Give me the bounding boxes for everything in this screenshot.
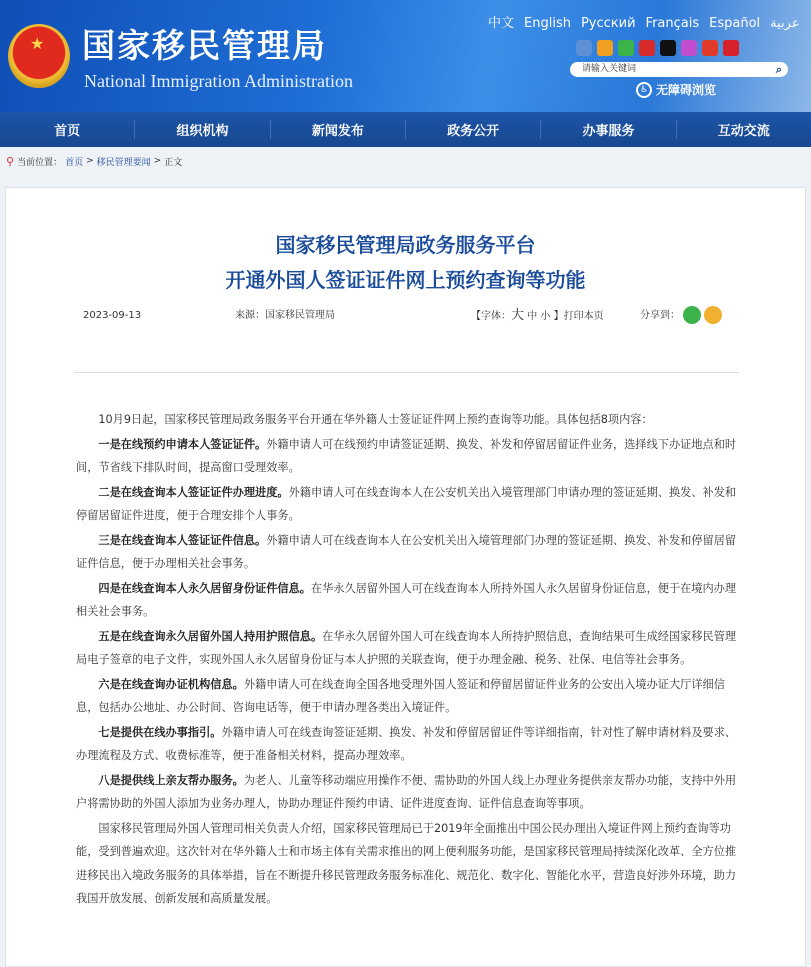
breadcrumb <box>0 147 811 175</box>
article-title <box>6 228 805 298</box>
font-size-label: 【字体： <box>471 311 511 322</box>
lang-zh[interactable]: 中文 <box>488 16 515 31</box>
nav-services[interactable]: 办事服务 <box>541 120 676 139</box>
xuexi-icon[interactable] <box>723 40 739 56</box>
breadcrumb-label: 当前位置： <box>17 157 63 168</box>
paragraph-text: 外籍申请人可在线查询本人在公安机关出入境管理部门办理的签证延期、换发、补发和停留居留证件信息，便于办理相关社会事务。 <box>76 533 737 570</box>
article-paragraph <box>76 577 740 624</box>
paragraph-text: 外籍申请人可在线查询签证延期、换发、补发和停留居留证件等详细指南，针对性了解申请材料及要求、办理流程及方式、收费标准等，便于准备相关材料，提高办理效率。 <box>76 725 737 762</box>
paragraph-text: 在华永久居留外国人可在线查询本人所持护照信息，查询结果可生成经国家移民管理局电子签章的电子文件，实现外国人永久居留身份证与本人护照的关联查询，便于办理金融、税务、社保、电信等社会事务。 <box>76 629 737 666</box>
site-logo-cn[interactable]: 国家移民管理局 <box>82 26 327 65</box>
breadcrumb-home[interactable]: 首页 <box>65 157 84 168</box>
paragraph-text: 外籍申请人可在线查询本人在公安机关出入境管理部门申请办理的签证延期、换发、补发和停留居留证件进度，便于合理安排个人事务。 <box>76 485 737 522</box>
paragraph-lead: 四是在线查询本人永久居留身份证件信息。 <box>98 581 311 595</box>
social-icons <box>576 40 739 56</box>
lang-en[interactable]: English <box>524 16 571 31</box>
language-switcher <box>488 16 800 32</box>
article-paragraph <box>76 625 740 672</box>
paragraph-lead: 六是在线查询办证机构信息。 <box>98 677 244 691</box>
national-emblem-logo: ★ <box>8 24 70 88</box>
font-size-controls <box>471 307 604 326</box>
douyin-icon[interactable] <box>660 40 676 56</box>
accessibility-label: 无障碍浏览 <box>656 83 717 97</box>
paragraph-lead: 二是在线查询本人签证证件办理进度。 <box>98 485 289 499</box>
paragraph-text: 外籍申请人可在线查询全国各地受理外国人签证和停留居留证件业务的公安出入境办证大厅详细信息，包括办公地址、办公时间、咨询电话等，便于申请办理各类出入境证件。 <box>76 677 725 714</box>
font-size-close: 】 <box>553 311 564 322</box>
article-body <box>76 408 740 912</box>
paragraph-lead: 五是在线查询永久居留外国人持用护照信息。 <box>98 629 323 643</box>
paragraph-lead: 七是提供在线办事指引。 <box>98 725 222 739</box>
article-source: 来源：国家移民管理局 <box>235 310 335 321</box>
paragraph-text: 10月9日起，国家移民管理局政务服务平台开通在华外籍人士签证证件网上预约查询等功能。具体包括8项内容： <box>98 413 653 426</box>
weibo-icon[interactable] <box>597 40 613 56</box>
kuaishou-icon[interactable] <box>681 40 697 56</box>
site-logo-en: National Immigration Administration <box>84 71 353 91</box>
font-large-button[interactable]: 大 <box>511 308 525 323</box>
font-small-button[interactable]: 小 <box>540 311 551 322</box>
font-medium-button[interactable]: 中 <box>527 311 538 322</box>
article-date: 2023-09-13 <box>83 310 142 321</box>
app-icon[interactable] <box>576 40 592 56</box>
renmin-icon[interactable] <box>702 40 718 56</box>
article-paragraph <box>76 408 740 432</box>
main-nav <box>0 112 811 147</box>
breadcrumb-sep: > <box>86 156 94 166</box>
article-paragraph <box>76 817 740 911</box>
accessibility-button[interactable] <box>636 82 716 98</box>
paragraph-lead: 八是提供线上亲友帮办服务。 <box>98 773 244 787</box>
lang-ru[interactable]: Русский <box>580 16 636 31</box>
article-paragraph <box>76 769 740 816</box>
print-button[interactable]: 打印本页 <box>563 311 604 322</box>
share-group <box>640 306 722 325</box>
breadcrumb-news[interactable]: 移民管理要闻 <box>96 157 151 168</box>
location-pin-icon: ⚲ <box>6 154 15 168</box>
wheelchair-icon: ♿ <box>636 82 652 98</box>
article-paragraph <box>76 529 740 576</box>
article-paragraph <box>76 433 740 480</box>
paragraph-lead: 三是在线查询本人签证证件信息。 <box>98 533 267 547</box>
article-paragraph <box>76 673 740 720</box>
lang-fr[interactable]: Français <box>645 16 700 31</box>
paragraph-text: 国家移民管理局外国人管理司相关负责人介绍，国家移民管理局已于2019年全面推出中国公民办理出入境证件网上预约查询等功能，受到普遍欢迎。这次针对在华外籍人士和市场主体有关需求推出的网上便利服务功能，是国家移民管理局持续深化改革、全方位推进移民出入境政务服务的具体举措，旨在不断提升移民管理政务服务标准化、规范化、数字化、智能化水平，营造良好涉外环境，助力我国开放发展、创新发展和高质量发展。 <box>76 821 737 905</box>
wechat-icon[interactable] <box>618 40 634 56</box>
toutiao-icon[interactable] <box>639 40 655 56</box>
nav-organization[interactable]: 组织机构 <box>135 120 270 139</box>
nav-gov-affairs[interactable]: 政务公开 <box>406 120 541 139</box>
search-icon[interactable]: ⌕ <box>775 63 782 76</box>
paragraph-lead: 一是在线预约申请本人签证证件。 <box>98 437 267 451</box>
nav-interaction[interactable]: 互动交流 <box>717 124 770 139</box>
lang-ar[interactable]: عربية <box>770 16 800 31</box>
wechat-share-icon[interactable] <box>683 306 701 324</box>
paragraph-text: 为老人、儿童等移动端应用操作不便、需协助的外国人线上办理业务提供亲友帮办功能，支持中外用户将需协助的外国人添加为业务办理人，协助办理证件预约申请、证件进度查询、证件信息查询等事项。 <box>76 773 737 810</box>
title-line-2: 开通外国人签证证件网上预约查询等功能 <box>225 268 586 292</box>
search-placeholder: 请输入关键词 <box>582 64 637 74</box>
article-paragraph <box>76 481 740 528</box>
nav-home[interactable]: 首页 <box>0 120 135 139</box>
search-input[interactable] <box>570 62 788 77</box>
nav-news[interactable]: 新闻发布 <box>271 120 406 139</box>
lang-es[interactable]: Español <box>709 16 761 31</box>
title-line-1: 国家移民管理局政务服务平台 <box>275 233 536 257</box>
paragraph-text: 在华永久居留外国人可在线查询本人所持外国人永久居留身份证信息，便于在境内办理相关社会事务。 <box>76 581 737 618</box>
divider <box>74 372 739 373</box>
breadcrumb-sep: > <box>153 156 162 166</box>
weibo-share-icon[interactable] <box>704 306 722 324</box>
share-label: 分享到： <box>640 310 680 321</box>
site-header <box>0 0 811 112</box>
article-panel <box>5 187 806 967</box>
paragraph-text: 外籍申请人可在线预约申请签证延期、换发、补发和停留居留证件业务，选择线下办证地点和时间，节省线下排队时间，提高窗口受理效率。 <box>76 437 737 474</box>
article-paragraph <box>76 721 740 768</box>
article-meta <box>83 307 733 327</box>
breadcrumb-current: 正文 <box>164 157 183 168</box>
